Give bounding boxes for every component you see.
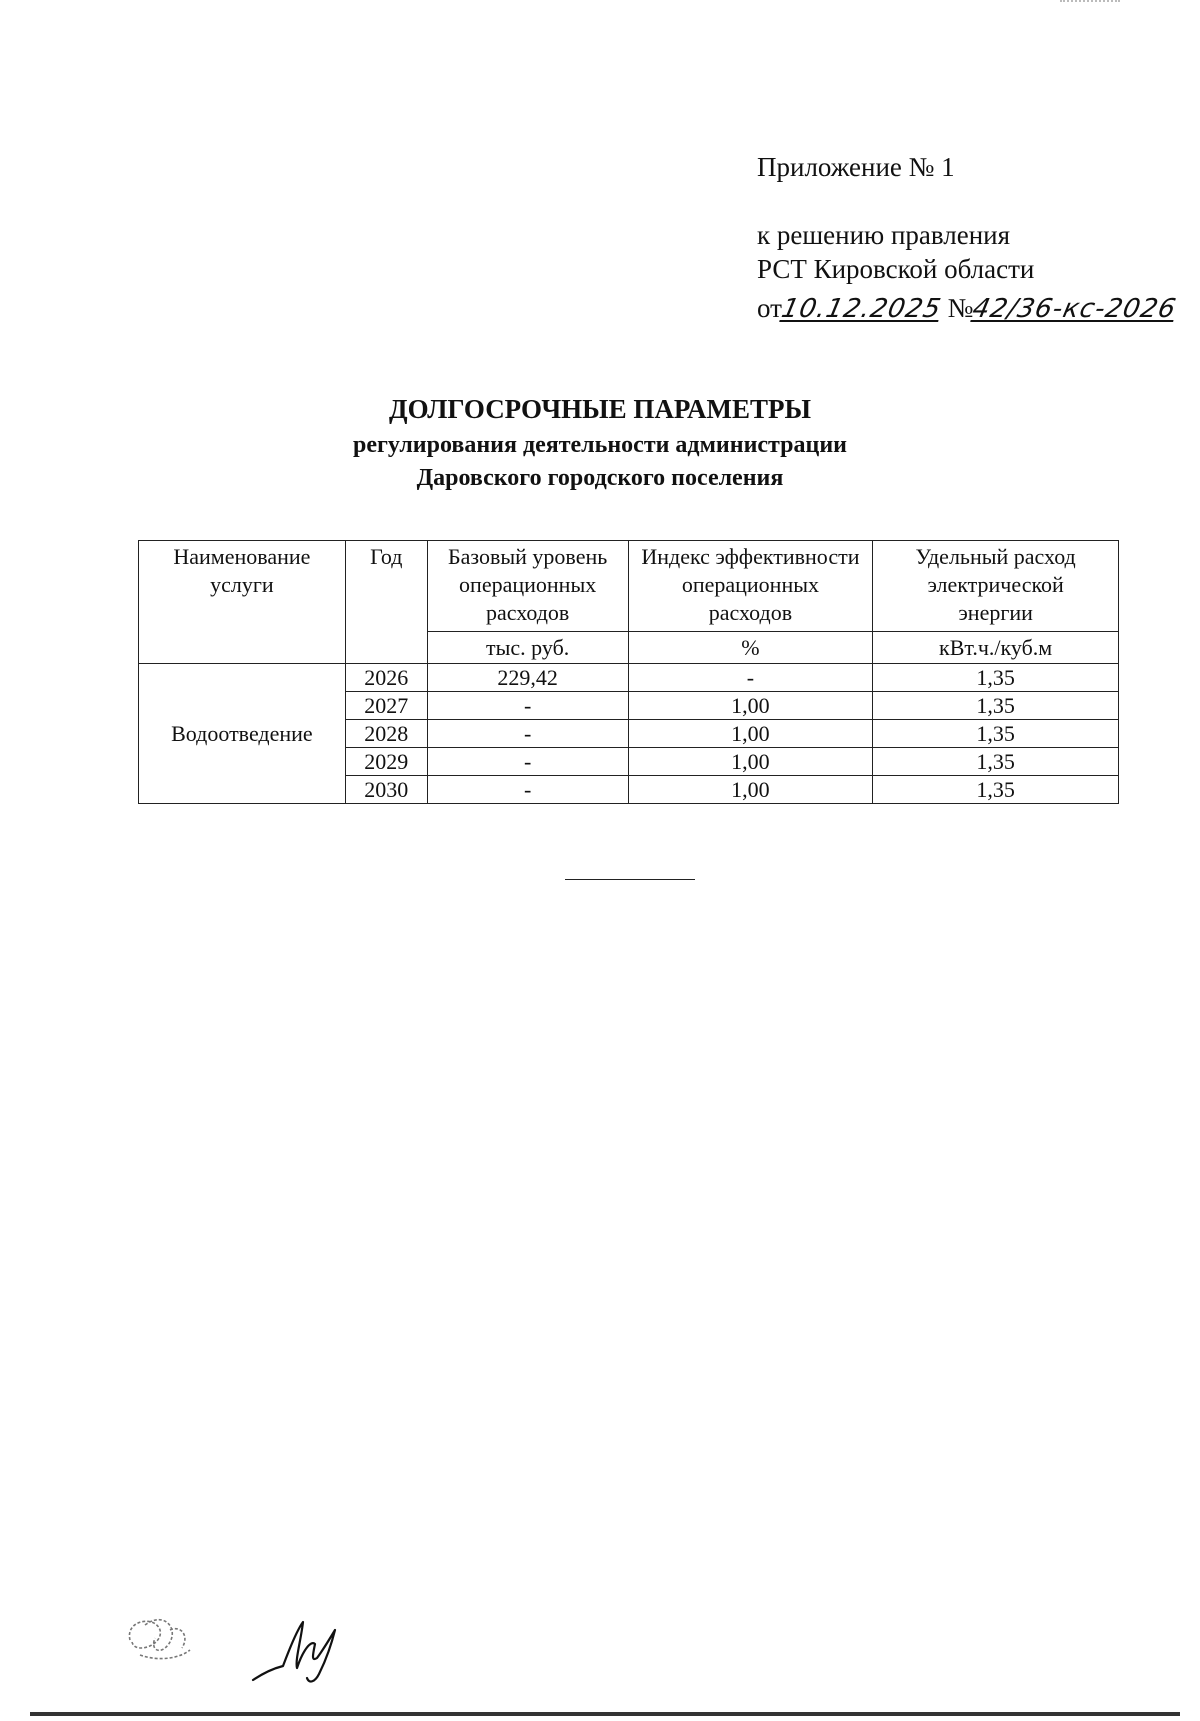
index-cell: 1,00 [628,748,873,776]
date-prefix: от [757,293,782,323]
header-efficiency-index [628,541,873,632]
decision-line-2: РСТ Кировской области [757,254,1035,284]
signature [245,1610,355,1690]
decision-date-line [757,293,1180,324]
header-base-line: расходов [485,600,570,625]
header-service-line: Наименование [173,544,311,569]
header-energy-consumption [873,541,1119,632]
unit-energy: кВт.ч./куб.м [873,632,1119,664]
document-subtitle-1: регулирования деятельности администрации [353,432,847,458]
header-service [139,541,346,664]
handwritten-date: 10.12.2025 [778,294,945,324]
header-year-label: Год [370,544,403,569]
year-cell: 2030 [345,776,427,804]
header-index-line: операционных [681,572,820,597]
end-of-document-line [565,879,695,880]
header-service-line: услуги [210,572,274,597]
number-sign: № [947,293,974,323]
index-cell: 1,00 [628,692,873,720]
index-cell: 1,00 [628,776,873,804]
parameters-table [138,540,1119,804]
header-base-line: Базовый уровень [448,544,608,569]
energy-cell: 1,35 [873,748,1119,776]
header-index-line: расходов [708,600,793,625]
header-base-line: операционных [459,572,597,597]
energy-cell: 1,35 [873,776,1119,804]
header-year [345,541,427,664]
year-cell: 2029 [345,748,427,776]
initials-mark [120,1600,210,1670]
decision-line-1: к решению правления [757,220,1011,250]
document-subtitle-2: Даровского городского поселения [416,465,784,491]
header-energy-line: энергии [958,600,1033,625]
service-name-cell: Водоотведение [139,664,346,804]
energy-cell: 1,35 [873,720,1119,748]
base-cell: - [427,720,628,748]
year-cell: 2027 [345,692,427,720]
base-cell: 229,42 [427,664,628,692]
base-cell: - [427,748,628,776]
energy-cell: 1,35 [873,664,1119,692]
index-cell: - [628,664,873,692]
header-energy-line: Удельный расход [915,544,1076,569]
appendix-label: Приложение № 1 [757,152,955,182]
header-energy-line: электрической [927,572,1064,597]
table-header-row [139,541,1119,632]
year-cell: 2028 [345,720,427,748]
index-cell: 1,00 [628,720,873,748]
top-corner-mark [1060,0,1120,2]
document-title: ДОЛГОСРОЧНЫЕ ПАРАМЕТРЫ [389,394,811,424]
table-row [139,664,1119,692]
unit-base: тыс. руб. [427,632,628,664]
unit-index: % [628,632,873,664]
bottom-scan-border [30,1712,1180,1716]
handwritten-number: 42/36-кс-2026 [970,294,1180,324]
energy-cell: 1,35 [873,692,1119,720]
base-cell: - [427,776,628,804]
base-cell: - [427,692,628,720]
header-index-line: Индекс эффективности [641,544,860,569]
year-cell: 2026 [345,664,427,692]
header-base-level [427,541,628,632]
